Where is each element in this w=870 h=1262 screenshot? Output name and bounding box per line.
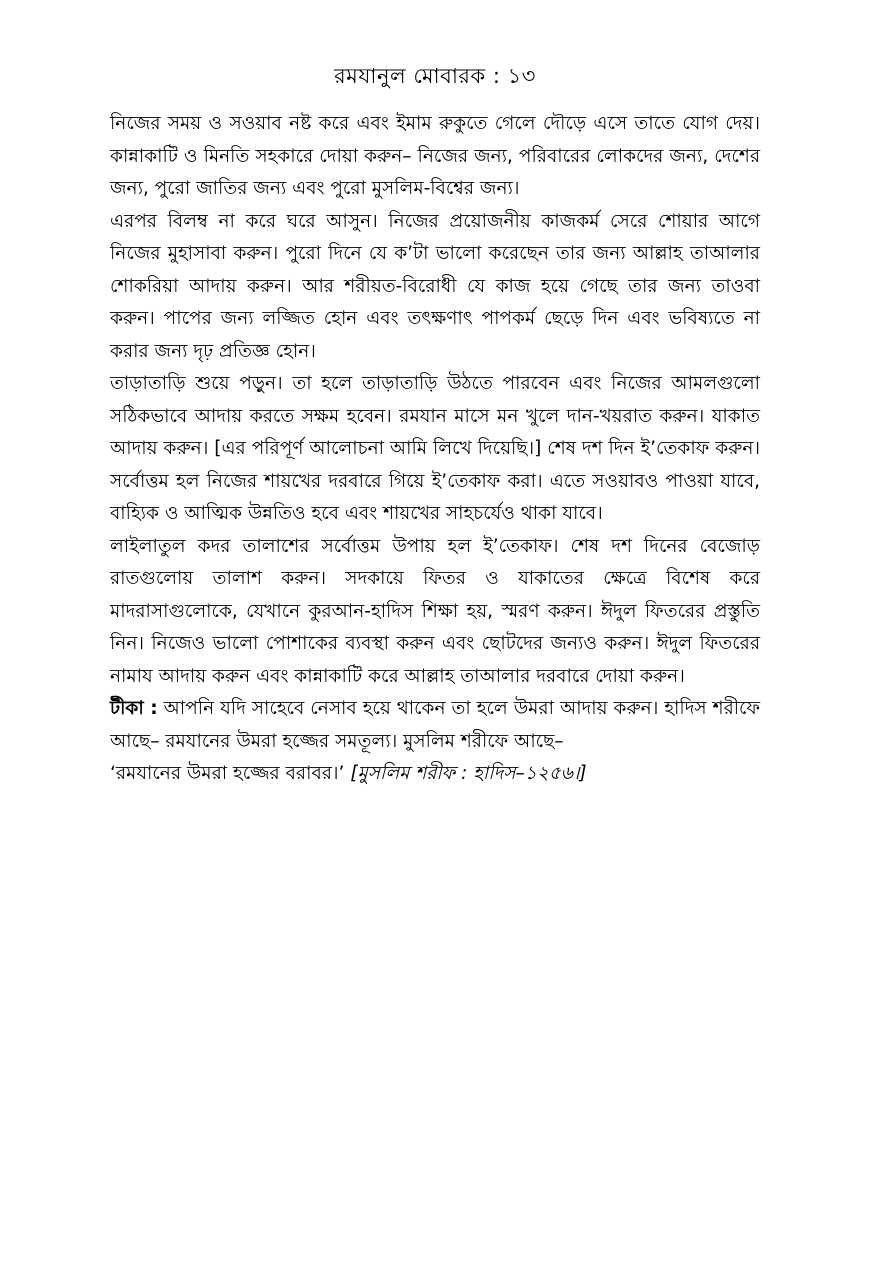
paragraph: তাড়াতাড়ি শুয়ে পড়ুন। তা হলে তাড়াতাড়ি উঠতে পারবেন এবং নিজের আমলগুলো সঠিকভাবে আদায় করতে সক্ষম হবেন। রমযান মাসে মন খুলে দান-খয়রাত করুন। যাকাত আদায় করুন। [এর পরিপূর্ণ আলোচনা আমি লিখে দিয়েছি।] শেষ দশ দিন ই’তেকাফ করুন। সর্বোত্তম হল নিজের শায়খের দরবারে গিয়ে ই’তেকাফ করা। এতে সওয়াবও পাওয়া যাবে, বাহ্যিক ও আত্মিক উন্নতিও হবে এবং শায়খের সাহচর্যেও থাকা যাবে। <box>110 373 760 524</box>
paragraph: নিজের সময় ও সওয়াব নষ্ট করে এবং ইমাম রুকুতে গেলে দৌড়ে এসে তাতে যোগ দেয়। কান্নাকাটি ও মিনতি সহকারে দোয়া করুন– নিজের জন্য, পরিবারের লোকদের জন্য, দেশের জন্য, পুরো জাতির জন্য এবং পুরো মুসলিম-বিশ্বের জন্য। <box>110 113 760 199</box>
note-label: টীকা : <box>110 698 158 719</box>
body-text <box>110 108 760 791</box>
quote-line <box>110 758 760 791</box>
paragraph: লাইলাতুল কদর তালাশের সর্বোত্তম উপায় হল ই’তেকাফ। শেষ দশ দিনের বেজোড় রাতগুলোয় তালাশ করুন। সদকায়ে ফিতর ও যাকাতের ক্ষেত্রে বিশেষ করে মাদরাসাগুলোকে, যেখানে কুরআন-হাদিস শিক্ষা হয়, স্মরণ করুন। ঈদুল ফিতরের প্রস্তুতি নিন। নিজেও ভালো পোশাকের ব্যবস্থা করুন এবং ছোটদের জন্যও করুন। ঈদুল ফিতরের নামায আদায় করুন এবং কান্নাকাটি করে আল্লাহ তাআলার দরবারে দোয়া করুন। <box>110 535 760 687</box>
paragraph: এরপর বিলম্ব না করে ঘরে আসুন। নিজের প্রয়োজনীয় কাজকর্ম সেরে শোয়ার আগে নিজের মুহাসাবা করুন। পুরো দিনে যে ক’টা ভালো করেছেন তার জন্য আল্লাহ তাআলার শোকরিয়া আদায় করুন। আর শরীয়ত-বিরোধী যে কাজ হয়ে গেছে তার জন্য তাওবা করুন। পাপের জন্য লজ্জিত হোন এবং তৎক্ষণাৎ পাপকর্ম ছেড়ে দিন এবং ভবিষ্যতে না করার জন্য দৃঢ় প্রতিজ্ঞ হোন। <box>110 210 760 362</box>
quote-text: ‘রমযানের উমরা হজ্জের বরাবর।’ <box>110 763 351 784</box>
citation: [মুসলিম শরীফ : হাদিস–১২৫৬।] <box>350 763 587 784</box>
note-paragraph <box>110 693 760 758</box>
running-header: রমযানুল মোবারক : ১৩ <box>334 64 536 88</box>
note-text: আপনি যদি সাহেবে নেসাব হয়ে থাকেন তা হলে উমরা আদায় করুন। হাদিস শরীফে আছে– রমযানের উমরা হজ্জের সমতূল্য। মুসলিম শরীফে আছে– <box>110 698 761 752</box>
